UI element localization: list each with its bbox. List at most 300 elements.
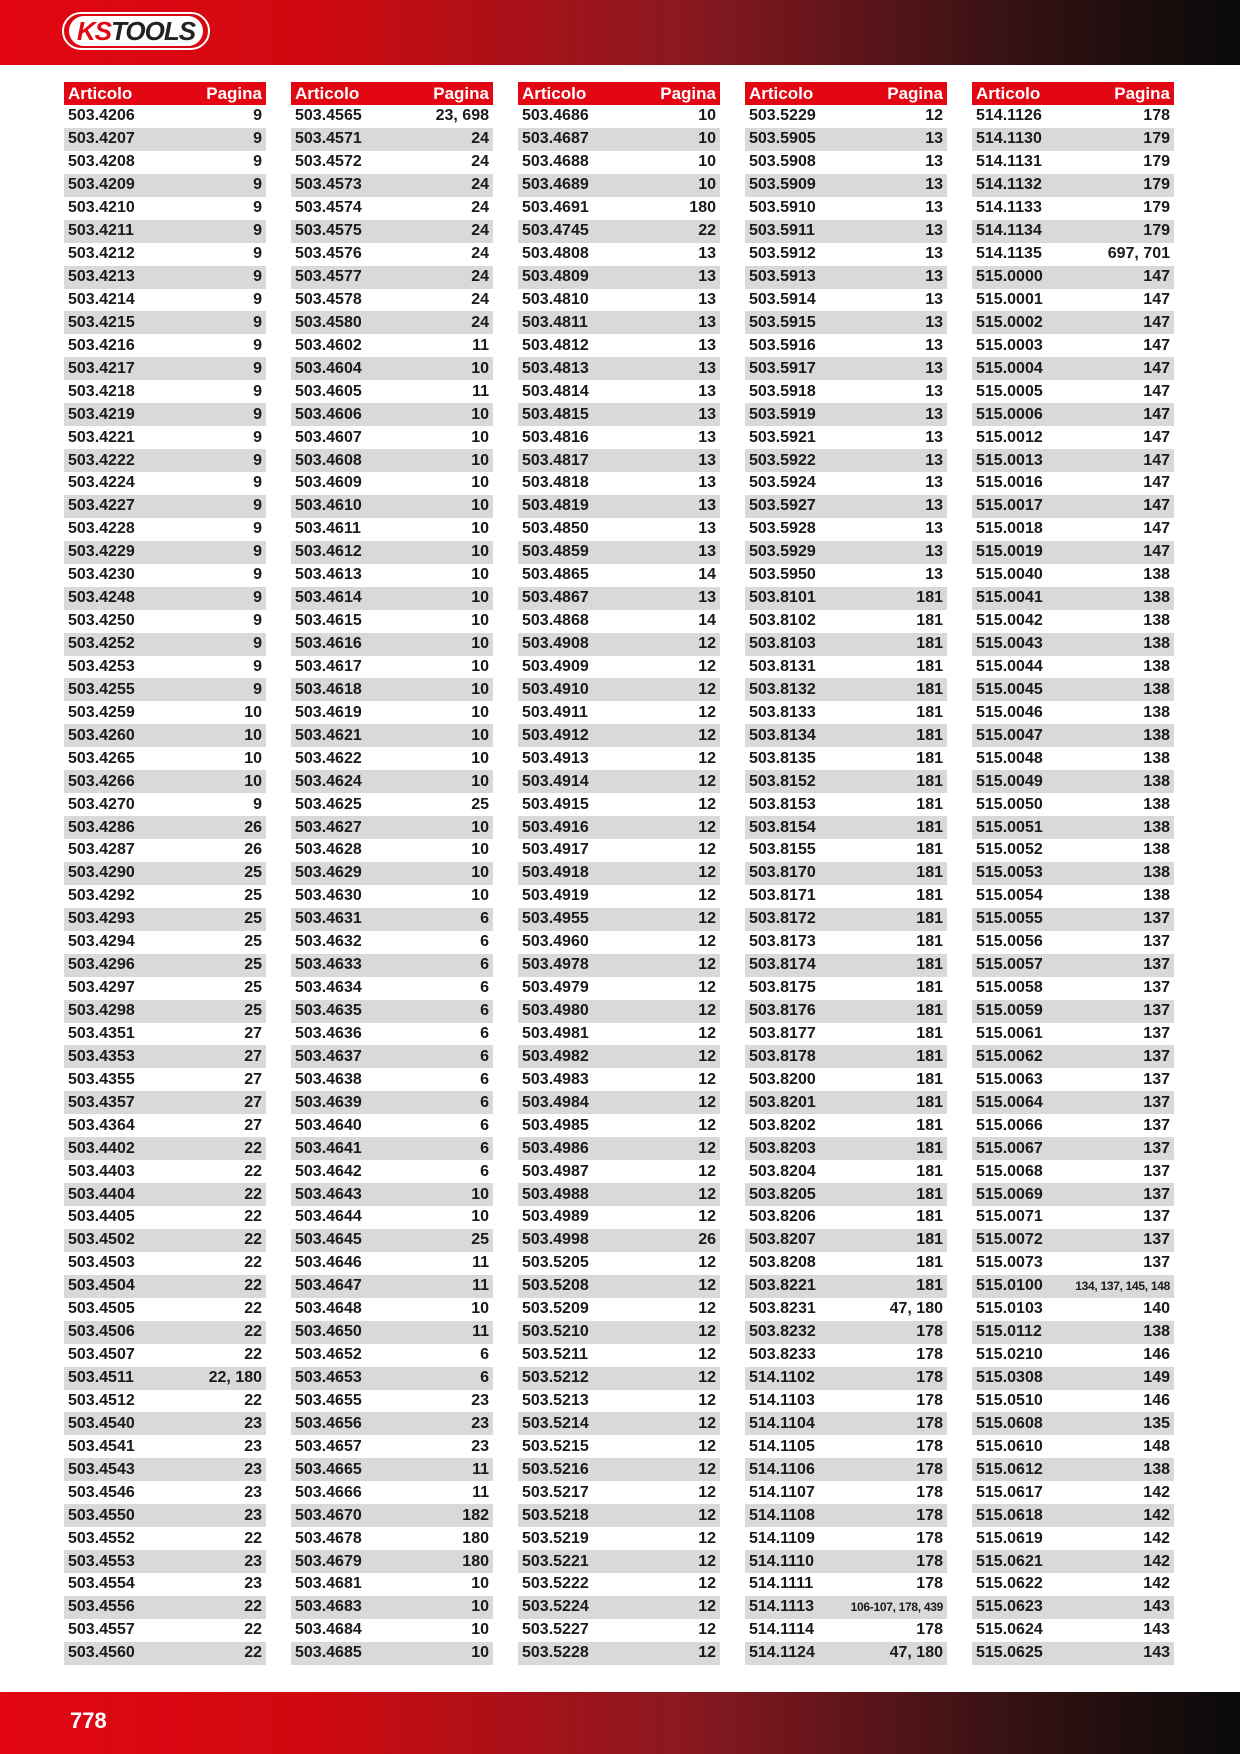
page-reference: 179 (1143, 153, 1170, 171)
table-row (64, 931, 266, 954)
page-reference: 181 (916, 772, 943, 790)
article-number: 503.5215 (522, 1437, 589, 1455)
table-row (291, 908, 493, 931)
article-number: 503.4616 (295, 635, 362, 653)
page-reference: 10 (471, 1644, 489, 1662)
page-reference: 12 (698, 1185, 716, 1203)
table-row (64, 541, 266, 564)
page-reference: 26 (698, 1231, 716, 1249)
article-number: 503.8170 (749, 864, 816, 882)
page-reference: 12 (698, 1598, 716, 1616)
table-row (745, 220, 947, 243)
table-row (291, 793, 493, 816)
table-row (64, 793, 266, 816)
table-row (972, 1091, 1174, 1114)
table-row (291, 1114, 493, 1137)
table-row (972, 954, 1174, 977)
article-number: 503.4502 (68, 1231, 135, 1249)
article-number: 503.4293 (68, 910, 135, 928)
article-number: 503.8221 (749, 1277, 816, 1295)
table-row (291, 1137, 493, 1160)
table-row (745, 747, 947, 770)
table-row (291, 977, 493, 1000)
page-reference: 137 (1143, 1208, 1170, 1226)
page-reference: 181 (916, 749, 943, 767)
page-reference: 149 (1143, 1369, 1170, 1387)
article-number: 503.5209 (522, 1300, 589, 1318)
table-row (972, 1550, 1174, 1573)
page-reference: 134, 137, 145, 148 (1075, 1279, 1170, 1294)
table-row (745, 1275, 947, 1298)
page-reference: 181 (916, 612, 943, 630)
article-number: 515.0018 (976, 520, 1043, 538)
page-reference: 9 (253, 795, 262, 813)
article-number: 515.0061 (976, 1024, 1043, 1042)
page-reference: 181 (916, 1047, 943, 1065)
table-row (518, 1619, 720, 1642)
table-row (291, 518, 493, 541)
page-reference: 13 (698, 359, 716, 377)
article-number: 503.4622 (295, 749, 362, 767)
page-reference: 9 (253, 176, 262, 194)
article-number: 515.0049 (976, 772, 1043, 790)
article-number: 503.8175 (749, 979, 816, 997)
column-header (745, 82, 947, 105)
page-reference: 23, 698 (435, 107, 489, 125)
article-number: 503.4207 (68, 130, 135, 148)
table-row (291, 610, 493, 633)
table-row (745, 357, 947, 380)
page-reference: 22 (698, 222, 716, 240)
article-number: 514.1113 (749, 1598, 814, 1616)
page-reference: 6 (480, 933, 489, 951)
page-reference: 137 (1143, 1185, 1170, 1203)
article-number: 503.8200 (749, 1070, 816, 1088)
table-row (972, 1390, 1174, 1413)
table-row (972, 1435, 1174, 1458)
page-reference: 22 (244, 1254, 262, 1272)
header-article: Articolo (976, 83, 1041, 103)
table-row (518, 1481, 720, 1504)
table-row (291, 1390, 493, 1413)
article-number: 503.8174 (749, 956, 816, 974)
header-page: Pagina (433, 83, 489, 103)
article-number: 503.5908 (749, 153, 816, 171)
table-row (972, 908, 1174, 931)
article-number: 503.8154 (749, 818, 816, 836)
article-number: 503.8171 (749, 887, 816, 905)
article-number: 515.0617 (976, 1483, 1043, 1501)
article-number: 503.5921 (749, 428, 816, 446)
page-reference: 181 (916, 864, 943, 882)
article-number: 514.1109 (749, 1529, 815, 1547)
article-number: 503.5912 (749, 245, 816, 263)
article-number: 503.4540 (68, 1414, 135, 1432)
article-number: 503.4505 (68, 1300, 135, 1318)
article-number: 503.4575 (295, 222, 362, 240)
article-number: 515.0047 (976, 726, 1043, 744)
page-reference: 22 (244, 1231, 262, 1249)
table-row (64, 587, 266, 610)
article-number: 515.0016 (976, 474, 1043, 492)
page-reference: 12 (698, 910, 716, 928)
page-reference: 23 (244, 1552, 262, 1570)
table-row (291, 541, 493, 564)
page-reference: 9 (253, 680, 262, 698)
table-row (745, 1298, 947, 1321)
article-number: 503.4404 (68, 1185, 135, 1203)
page-reference: 6 (480, 1369, 489, 1387)
page-reference: 26 (244, 841, 262, 859)
table-row (291, 1229, 493, 1252)
table-row (745, 1642, 947, 1665)
table-row (64, 197, 266, 220)
table-row (518, 1596, 720, 1619)
page-reference: 181 (916, 1162, 943, 1180)
table-row (64, 495, 266, 518)
table-row (518, 701, 720, 724)
article-number: 503.4639 (295, 1093, 362, 1111)
page-reference: 12 (698, 1139, 716, 1157)
table-row (64, 1183, 266, 1206)
table-row (972, 1229, 1174, 1252)
page-reference: 13 (925, 382, 943, 400)
table-row (745, 334, 947, 357)
table-row (64, 1367, 266, 1390)
article-number: 515.0001 (976, 290, 1043, 308)
table-row (291, 839, 493, 862)
article-number: 503.5914 (749, 290, 816, 308)
article-number: 515.0045 (976, 680, 1043, 698)
page-reference: 22 (244, 1529, 262, 1547)
article-number: 503.4503 (68, 1254, 135, 1272)
page-reference: 697, 701 (1107, 245, 1170, 263)
table-row (518, 564, 720, 587)
table-row (518, 1504, 720, 1527)
article-number: 503.4634 (295, 979, 362, 997)
table-row (745, 1229, 947, 1252)
table-row (64, 1481, 266, 1504)
page-reference: 9 (253, 290, 262, 308)
table-row (291, 380, 493, 403)
table-row (291, 862, 493, 885)
article-number: 503.8177 (749, 1024, 816, 1042)
table-row (972, 311, 1174, 334)
page-reference: 10 (471, 359, 489, 377)
table-row (972, 1000, 1174, 1023)
page-reference: 25 (471, 795, 489, 813)
table-row (291, 403, 493, 426)
table-row (291, 1068, 493, 1091)
article-number: 514.1133 (976, 199, 1042, 217)
article-number: 503.4911 (522, 703, 588, 721)
article-number: 503.4210 (68, 199, 135, 217)
article-number: 514.1126 (976, 107, 1042, 125)
article-number: 514.1134 (976, 222, 1042, 240)
table-row (291, 770, 493, 793)
article-number: 503.4222 (68, 451, 135, 469)
article-number: 503.8206 (749, 1208, 816, 1226)
table-row (291, 1596, 493, 1619)
page-reference: 14 (698, 612, 716, 630)
article-number: 503.5918 (749, 382, 816, 400)
article-number: 515.0608 (976, 1414, 1043, 1432)
article-number: 503.4552 (68, 1529, 135, 1547)
page-reference: 138 (1143, 841, 1170, 859)
table-row (745, 289, 947, 312)
page-reference: 6 (480, 956, 489, 974)
page-reference: 10 (471, 635, 489, 653)
table-row (518, 495, 720, 518)
article-number: 503.4687 (522, 130, 589, 148)
page-reference: 181 (916, 1254, 943, 1272)
table-row (64, 1458, 266, 1481)
page-reference: 10 (471, 657, 489, 675)
table-row (745, 862, 947, 885)
article-number: 503.4571 (295, 130, 362, 148)
table-row (64, 174, 266, 197)
table-row (745, 105, 947, 128)
page-reference: 10 (471, 1185, 489, 1203)
page-reference: 181 (916, 1093, 943, 1111)
page-reference: 10 (471, 589, 489, 607)
table-row (291, 1000, 493, 1023)
table-row (518, 908, 720, 931)
article-number: 503.4250 (68, 612, 135, 630)
article-number: 503.4998 (522, 1231, 589, 1249)
table-row (518, 426, 720, 449)
table-row (64, 1045, 266, 1068)
table-row (518, 610, 720, 633)
page-reference: 138 (1143, 749, 1170, 767)
table-row (972, 793, 1174, 816)
table-row (972, 1023, 1174, 1046)
table-row (64, 243, 266, 266)
article-number: 503.4916 (522, 818, 589, 836)
table-row (518, 862, 720, 885)
table-row (64, 1321, 266, 1344)
table-row (64, 1114, 266, 1137)
page-reference: 47, 180 (889, 1300, 943, 1318)
table-row (972, 449, 1174, 472)
page-reference: 22 (244, 1139, 262, 1157)
article-number: 503.4578 (295, 290, 362, 308)
page-reference: 181 (916, 933, 943, 951)
page-reference: 147 (1143, 336, 1170, 354)
table-row (291, 587, 493, 610)
table-row (745, 724, 947, 747)
article-number: 503.8135 (749, 749, 816, 767)
article-number: 503.4913 (522, 749, 589, 767)
article-number: 515.0000 (976, 268, 1043, 286)
page-reference: 22 (244, 1391, 262, 1409)
page-reference: 12 (698, 635, 716, 653)
page-reference: 9 (253, 474, 262, 492)
page-reference: 143 (1143, 1644, 1170, 1662)
page-reference: 13 (925, 497, 943, 515)
article-number: 503.4850 (522, 520, 589, 538)
page-reference: 12 (698, 1506, 716, 1524)
page-reference: 10 (698, 130, 716, 148)
page-reference: 9 (253, 336, 262, 354)
table-row (518, 1000, 720, 1023)
article-number: 503.4981 (522, 1024, 589, 1042)
page-reference: 23 (244, 1483, 262, 1501)
article-number: 515.0041 (976, 589, 1043, 607)
article-number: 503.4919 (522, 887, 589, 905)
page-reference: 10 (244, 726, 262, 744)
page-reference: 137 (1143, 979, 1170, 997)
page-reference: 147 (1143, 474, 1170, 492)
header-page: Pagina (660, 83, 716, 103)
page-reference: 12 (698, 1277, 716, 1295)
article-number: 503.4228 (68, 520, 135, 538)
page-reference: 9 (253, 222, 262, 240)
article-number: 503.4910 (522, 680, 589, 698)
table-row (291, 197, 493, 220)
page-reference: 23 (471, 1391, 489, 1409)
table-row (291, 495, 493, 518)
table-row (64, 839, 266, 862)
table-row (518, 1390, 720, 1413)
page-reference: 13 (925, 405, 943, 423)
page-reference: 11 (472, 1460, 489, 1478)
article-number: 515.0053 (976, 864, 1043, 882)
article-number: 503.4403 (68, 1162, 135, 1180)
page-reference: 181 (916, 887, 943, 905)
article-number: 503.4980 (522, 1002, 589, 1020)
article-number: 515.0103 (976, 1300, 1043, 1318)
page-reference: 178 (916, 1506, 943, 1524)
page-reference: 25 (471, 1231, 489, 1249)
table-row (64, 220, 266, 243)
article-number: 515.0044 (976, 657, 1043, 675)
article-number: 503.4213 (68, 268, 135, 286)
table-row (518, 1298, 720, 1321)
article-number: 503.4865 (522, 566, 589, 584)
page-reference: 138 (1143, 680, 1170, 698)
header-article: Articolo (68, 83, 133, 103)
table-row (745, 151, 947, 174)
page-reference: 13 (925, 176, 943, 194)
table-row (745, 449, 947, 472)
page-reference: 12 (698, 680, 716, 698)
page-reference: 135 (1143, 1414, 1170, 1432)
article-number: 503.5219 (522, 1529, 589, 1547)
table-row (745, 1000, 947, 1023)
article-number: 514.1130 (976, 130, 1042, 148)
article-number: 503.4252 (68, 635, 135, 653)
article-number: 503.8173 (749, 933, 816, 951)
article-number: 503.5224 (522, 1598, 589, 1616)
article-number: 503.4678 (295, 1529, 362, 1547)
page-reference: 12 (698, 1162, 716, 1180)
page-reference: 138 (1143, 657, 1170, 675)
article-number: 503.4576 (295, 245, 362, 263)
table-row (291, 266, 493, 289)
table-row (972, 1298, 1174, 1321)
table-row (518, 128, 720, 151)
article-number: 503.4657 (295, 1437, 362, 1455)
article-number: 503.4632 (295, 933, 362, 951)
page-reference: 13 (698, 428, 716, 446)
article-number: 503.4605 (295, 382, 362, 400)
article-number: 503.4608 (295, 451, 362, 469)
article-number: 514.1108 (749, 1506, 815, 1524)
table-row (518, 311, 720, 334)
table-row (518, 1573, 720, 1596)
table-row (745, 1550, 947, 1573)
article-number: 503.4633 (295, 956, 362, 974)
table-row (291, 747, 493, 770)
article-number: 503.5928 (749, 520, 816, 538)
article-number: 503.4554 (68, 1575, 135, 1593)
page-reference: 178 (916, 1346, 943, 1364)
page-reference: 13 (698, 290, 716, 308)
article-number: 515.0042 (976, 612, 1043, 630)
article-number: 503.4292 (68, 887, 135, 905)
article-number: 503.5911 (749, 222, 815, 240)
page-reference: 27 (244, 1024, 262, 1042)
page-reference: 27 (244, 1070, 262, 1088)
table-row (518, 472, 720, 495)
article-number: 515.0003 (976, 336, 1043, 354)
table-row (64, 1412, 266, 1435)
table-row (972, 1275, 1174, 1298)
article-number: 503.4612 (295, 543, 362, 561)
article-number: 503.4808 (522, 245, 589, 263)
table-row (518, 633, 720, 656)
page-reference: 10 (244, 749, 262, 767)
column-header (972, 82, 1174, 105)
article-number: 503.4988 (522, 1185, 589, 1203)
page-reference: 181 (916, 635, 943, 653)
article-number: 503.4512 (68, 1391, 135, 1409)
article-number: 503.5916 (749, 336, 816, 354)
table-row (745, 1573, 947, 1596)
table-row (291, 1023, 493, 1046)
table-row (972, 1137, 1174, 1160)
table-row (291, 1344, 493, 1367)
page-reference: 24 (471, 313, 489, 331)
table-row (745, 1458, 947, 1481)
table-row (518, 1160, 720, 1183)
page-reference: 13 (698, 497, 716, 515)
page-reference: 178 (1143, 107, 1170, 125)
article-number: 503.4353 (68, 1047, 135, 1065)
page-reference: 181 (916, 1024, 943, 1042)
table-row (64, 633, 266, 656)
article-number: 503.4546 (68, 1483, 135, 1501)
table-row (291, 243, 493, 266)
table-row (745, 1619, 947, 1642)
page-reference: 6 (480, 1047, 489, 1065)
article-number: 503.8201 (749, 1093, 816, 1111)
header-page: Pagina (1114, 83, 1170, 103)
table-row (972, 656, 1174, 679)
page-reference: 23 (244, 1460, 262, 1478)
article-number: 515.0621 (976, 1552, 1043, 1570)
article-number: 503.8231 (749, 1300, 816, 1318)
page-reference: 181 (916, 1208, 943, 1226)
table-row (291, 1367, 493, 1390)
column-header (518, 82, 720, 105)
article-number: 515.0051 (976, 818, 1043, 836)
table-row (291, 1252, 493, 1275)
page-number: 778 (70, 1708, 107, 1733)
page-reference: 12 (698, 772, 716, 790)
article-number: 503.4580 (295, 313, 362, 331)
